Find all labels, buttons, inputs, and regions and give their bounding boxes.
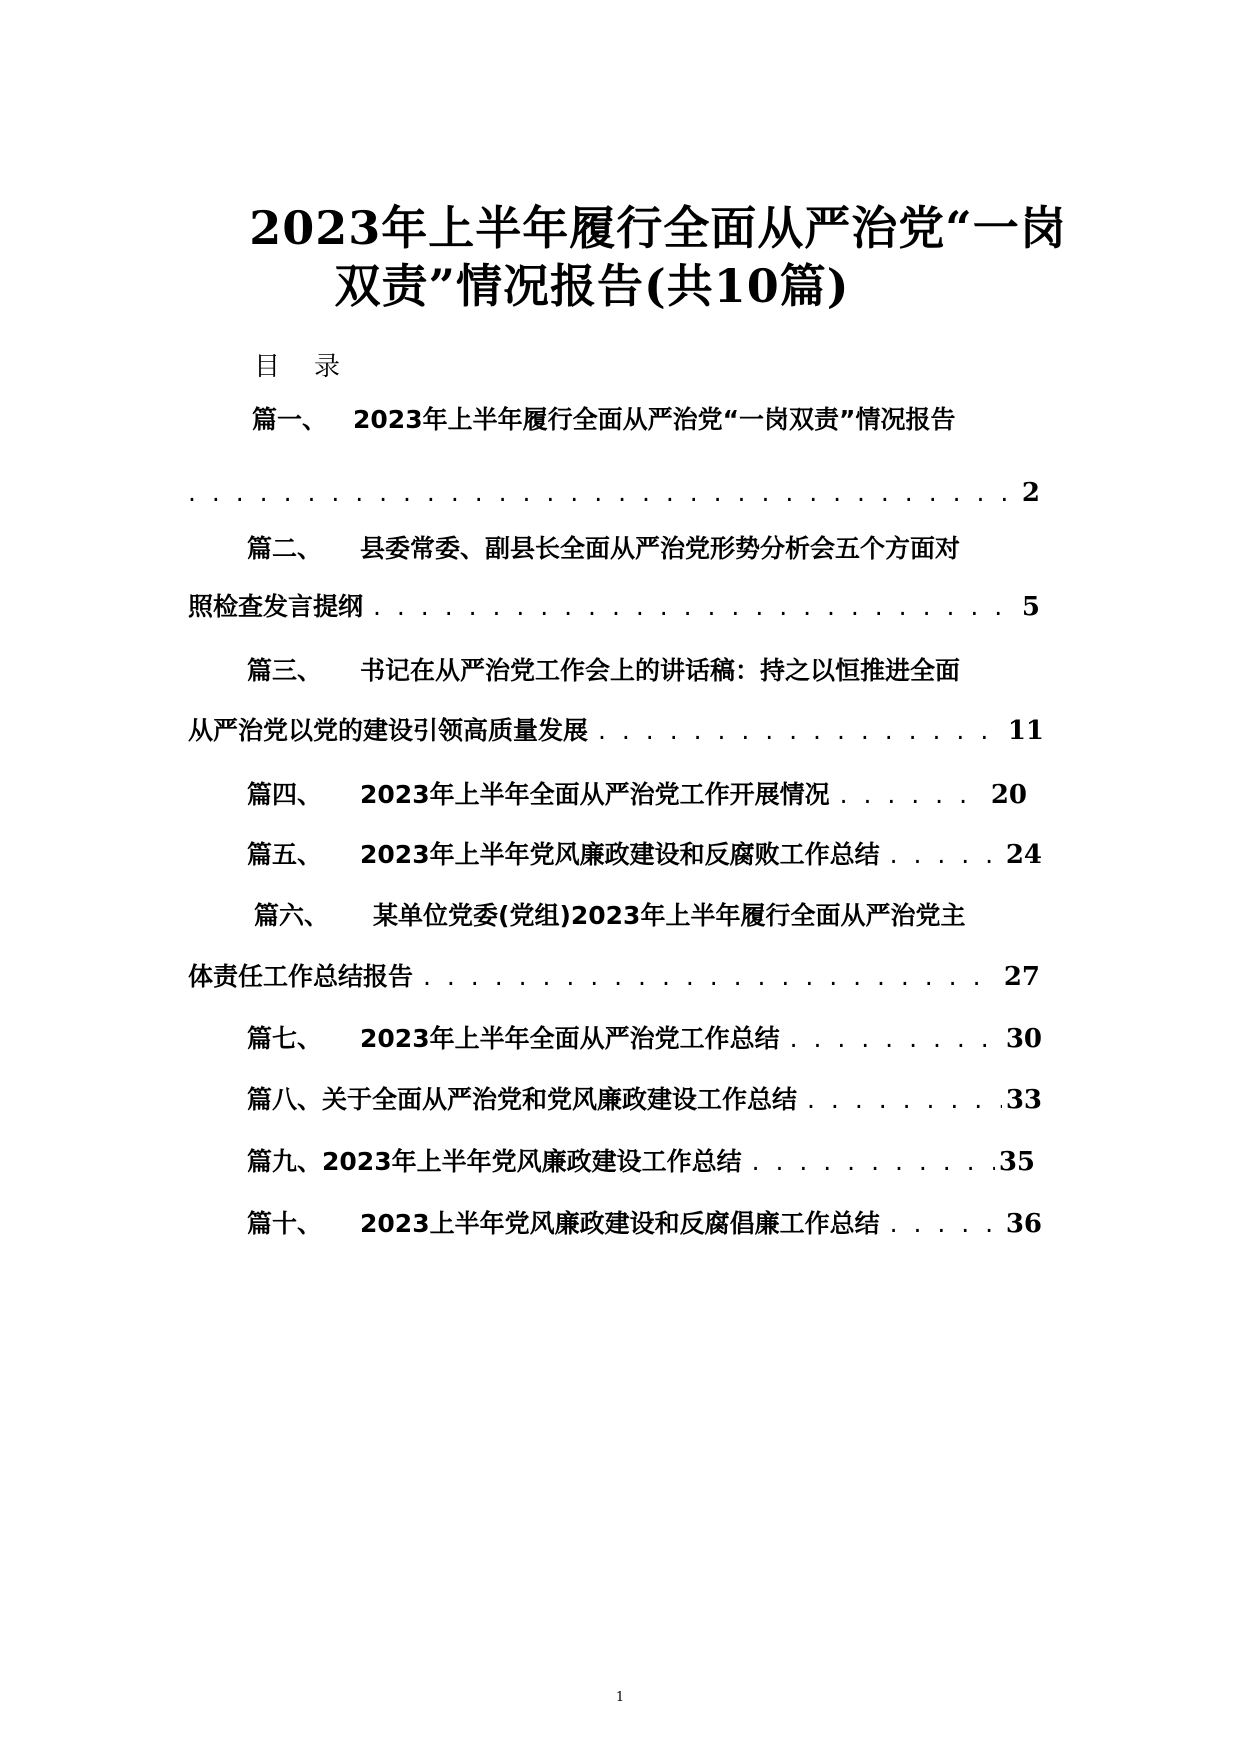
- toc-entry-2-title: 县委常委、副县长全面从严治党形势分析会五个方面对: [360, 534, 961, 563]
- toc-entry-5-label: 篇五、: [247, 840, 323, 869]
- toc-entry-9-title: 2023年上半年党风廉政建设工作总结: [322, 1147, 742, 1176]
- toc-entry-6-leader[interactable]: [188, 960, 1040, 994]
- dot-leader: [840, 778, 969, 812]
- toc-entry-8-title: 关于全面从严治党和党风廉政建设工作总结: [322, 1085, 798, 1114]
- toc-entry-6[interactable]: [254, 899, 965, 933]
- toc-entry-3-page: 11: [1007, 716, 1044, 746]
- toc-entry-1[interactable]: [252, 403, 955, 437]
- toc-entry-6-title: 某单位党委(党组)2023年上半年履行全面从严治党主: [373, 901, 966, 930]
- toc-entry-4[interactable]: [247, 778, 1027, 812]
- toc-entry-2-label: 篇二、: [247, 534, 323, 563]
- toc-entry-5-page: 24: [1005, 840, 1042, 870]
- dot-leader: [373, 590, 1018, 624]
- toc-entry-4-page: 20: [990, 780, 1027, 810]
- document-title-line1: 2023年上半年履行全面从严治党“一岗: [249, 201, 1067, 255]
- toc-entry-6-page: 27: [1003, 962, 1040, 992]
- document-title-line2: 双责”情况报告(共10篇): [334, 259, 850, 313]
- toc-entry-8-page: 33: [1005, 1085, 1042, 1115]
- toc-entry-7-page: 30: [1005, 1024, 1042, 1054]
- toc-entry-5-title: 2023年上半年党风廉政建设和反腐败工作总结: [360, 840, 880, 869]
- toc-entry-8-label: 篇八、: [247, 1085, 323, 1114]
- toc-entry-9[interactable]: [247, 1145, 1035, 1179]
- toc-entry-4-label: 篇四、: [247, 780, 323, 809]
- toc-entry-10-title: 2023上半年党风廉政建设和反腐倡廉工作总结: [360, 1209, 880, 1238]
- toc-entry-2[interactable]: [247, 532, 960, 566]
- toc-entry-1-page: 2: [1021, 478, 1040, 508]
- toc-entry-10-label: 篇十、: [247, 1209, 323, 1238]
- toc-heading-left: 目: [254, 352, 281, 382]
- toc-entry-1-leader[interactable]: [188, 476, 1040, 510]
- dot-leader: [890, 838, 1002, 872]
- toc-entry-2-leader[interactable]: [188, 590, 1040, 624]
- toc-entry-1-title: 2023年上半年履行全面从严治党“一岗双责”情况报告: [353, 405, 956, 434]
- dot-leader: [423, 960, 980, 994]
- dot-leader: [807, 1083, 1002, 1117]
- dot-leader: [890, 1207, 1002, 1241]
- toc-entry-9-label: 篇九、: [247, 1147, 323, 1176]
- toc-entry-7[interactable]: [247, 1022, 1042, 1056]
- toc-entry-7-label: 篇七、: [247, 1024, 323, 1053]
- toc-entry-5[interactable]: [247, 838, 1042, 872]
- toc-entry-3-title: 书记在从严治党工作会上的讲话稿：持之以恒推进全面: [360, 656, 961, 685]
- toc-entry-2-title-cont: 照检查发言提纲: [188, 592, 364, 621]
- toc-entry-8[interactable]: [247, 1083, 1042, 1117]
- toc-entry-3-leader[interactable]: [188, 714, 1044, 748]
- toc-entry-9-page: 35: [998, 1147, 1035, 1177]
- dot-leader: [790, 1022, 1002, 1056]
- toc-entry-7-title: 2023年上半年全面从严治党工作总结: [360, 1024, 780, 1053]
- toc-heading-right: 录: [314, 352, 341, 382]
- toc-entry-4-title: 2023年上半年全面从严治党工作开展情况: [360, 780, 830, 809]
- page-number: 1: [615, 1690, 625, 1705]
- toc-entry-1-label: 篇一、: [252, 405, 328, 434]
- toc-entry-6-label: 篇六、: [254, 901, 330, 930]
- dot-leader: [188, 476, 1018, 510]
- toc-entry-3[interactable]: [247, 654, 960, 688]
- toc-entry-10[interactable]: [247, 1207, 1042, 1241]
- toc-entry-10-page: 36: [1005, 1209, 1042, 1239]
- toc-entry-3-title-cont: 从严治党以党的建设引领高质量发展: [188, 716, 589, 745]
- toc-entry-2-page: 5: [1021, 592, 1040, 622]
- toc-entry-3-label: 篇三、: [247, 656, 323, 685]
- toc-heading: [254, 346, 340, 383]
- dot-leader: [752, 1145, 995, 1179]
- dot-leader: [598, 714, 1004, 748]
- toc-entry-6-title-cont: 体责任工作总结报告: [188, 962, 414, 991]
